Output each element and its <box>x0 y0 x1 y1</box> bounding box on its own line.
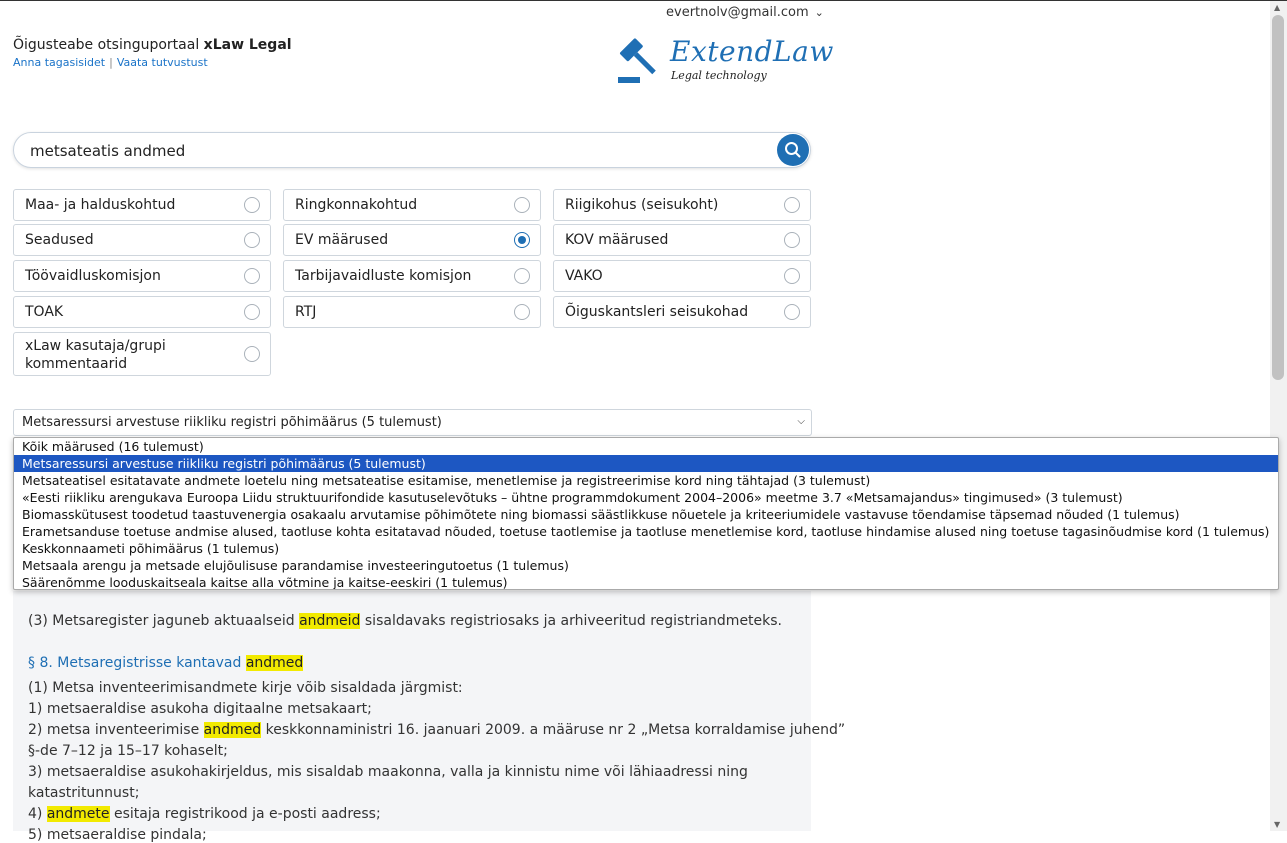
filter-toak[interactable] <box>13 296 271 328</box>
search-highlight: andmete <box>46 806 110 822</box>
filter-label: EV määrused <box>295 232 389 248</box>
paragraph: 4) andmete esitaja registrikood ja e-posti aadress; <box>28 806 381 822</box>
search-button[interactable] <box>777 134 809 166</box>
filter-xlaw-kommentaarid[interactable] <box>13 332 271 376</box>
gavel-icon <box>616 33 668 85</box>
filter-label: TOAK <box>25 304 64 320</box>
filter-label: Õiguskantsleri seisukohad <box>565 304 749 320</box>
filter-toovaidluskomisjon[interactable] <box>13 260 271 292</box>
filter-label: VAKO <box>565 268 603 284</box>
filter-label: Tarbijavaidluste komisjon <box>295 268 472 284</box>
paragraph: 1) metsaeraldise asukoha digitaalne metsakaart; <box>28 701 372 717</box>
filter-ringkonnakohtud[interactable] <box>283 189 541 221</box>
dropdown-option[interactable]: Keskkonnaameti põhimäärus (1 tulemus) <box>22 541 280 556</box>
user-email: evertnolv@gmail.com <box>666 5 809 20</box>
scroll-down-icon[interactable]: ▼ <box>1274 820 1281 829</box>
filter-radio[interactable] <box>244 304 260 320</box>
regulation-select-value: Metsaressursi arvestuse riikliku registri põhimäärus (5 tulemust) <box>22 415 442 430</box>
logo-tagline: Legal technology <box>671 69 767 82</box>
filter-label: Riigikohus (seisukoht) <box>565 197 719 213</box>
scroll-up-icon[interactable]: ▲ <box>1274 3 1281 12</box>
tour-link[interactable]: Vaata tutvustust <box>116 56 208 69</box>
filter-label: KOV määrused <box>565 232 669 248</box>
dropdown-option-selected[interactable]: Metsaressursi arvestuse riikliku registri põhimäärus (5 tulemust) <box>14 455 1278 472</box>
dropdown-option[interactable]: «Eesti riikliku arengukava Euroopa Liidu struktuurifondide kasutuselevõtuks – ühtne programmdokument 2004–2006» meetme 3.7 «Metsamajandus» tingimused» (3 tulemust) <box>22 490 1123 505</box>
paragraph: 2) metsa inventeerimise andmed keskkonnaministri 16. jaanuari 2009. a määruse nr 2 „Metsa korraldamise juhend” <box>28 722 846 738</box>
filter-label: Seadused <box>25 232 94 248</box>
filter-radio[interactable] <box>514 197 530 213</box>
portal-title-brand: xLaw Legal <box>203 37 292 53</box>
filter-radio[interactable] <box>514 268 530 284</box>
extendlaw-logo[interactable] <box>616 31 834 87</box>
dropdown-option[interactable]: Biomasskütusest toodetud taastuvenergia osakaalu arvutamise põhimõtete ning biomassi säästlikkuse nõuetele ja kriteeriumidele vastavuse tõendamise täpsemad nõuded (1 tulemus) <box>22 507 1180 522</box>
dropdown-option[interactable]: Erametsanduse toetuse andmise alused, taotluse kohta esitatavad nõuded, toetuse taotlemise ja taotluse menetlemise kord, taotluse hindamise alused ning toetuse tagasinõudmise kord (1 tulemus) <box>22 524 1270 539</box>
filter-radio[interactable] <box>784 232 800 248</box>
paragraph: (1) Metsa inventeerimisandmete kirje võib sisaldada järgmist: <box>28 680 463 696</box>
user-menu[interactable] <box>666 5 824 20</box>
paragraph: katastritunnust; <box>28 785 140 801</box>
dropdown-option[interactable]: Säärenõmme looduskaitseala kaitse alla võtmine ja kaitse-eeskiri (1 tulemus) <box>22 575 508 590</box>
filter-label: Ringkonnakohtud <box>295 197 418 213</box>
regulation-select[interactable] <box>13 409 812 436</box>
filter-ev-maarused[interactable] <box>283 224 541 256</box>
filter-radio[interactable] <box>244 197 260 213</box>
portal-title-prefix: Õigusteabe otsinguportaal <box>13 37 204 53</box>
filter-rtj[interactable] <box>283 296 541 328</box>
filter-label: xLaw kasutaja/grupi kommentaarid <box>25 338 166 372</box>
logo-name: ExtendLaw <box>670 35 834 68</box>
filter-radio[interactable] <box>244 268 260 284</box>
portal-title <box>13 37 292 53</box>
dropdown-option[interactable]: Metsateatisel esitatavate andmete loetelu ning metsateatise esitamise, menetlemise ja registreerimise kord ning tähtajad (3 tulemust) <box>22 473 871 488</box>
search-icon <box>777 134 809 166</box>
paragraph: §-de 7–12 ja 15–17 kohaselt; <box>28 743 228 759</box>
section-heading[interactable]: § 8. Metsaregistrisse kantavad andmed <box>28 655 304 671</box>
chevron-down-icon: ⌵ <box>797 416 805 427</box>
scrollbar-thumb[interactable] <box>1272 15 1284 380</box>
chevron-down-icon: ⌄ <box>814 6 824 19</box>
page-scrollbar[interactable] <box>1270 1 1287 831</box>
search-input[interactable] <box>28 138 772 164</box>
filter-oiguskantsler[interactable] <box>553 296 811 328</box>
search-bar <box>13 132 811 168</box>
filter-maa-halduskohtud[interactable] <box>13 189 271 221</box>
filter-label: Töövaidluskomisjon <box>25 268 161 284</box>
paragraph: 5) metsaeraldise pindala; <box>28 827 207 843</box>
header-links <box>13 56 208 69</box>
filter-vako[interactable] <box>553 260 811 292</box>
search-highlight: andmed <box>203 722 262 738</box>
paragraph: (3) Metsaregister jaguneb aktuaalseid andmeid sisaldavaks registriosaks ja arhiveeritud registriandmeteks. <box>28 613 783 629</box>
feedback-link[interactable]: Anna tagasisidet <box>13 56 106 69</box>
filter-radio[interactable] <box>784 304 800 320</box>
filter-label: Maa- ja halduskohtud <box>25 197 176 213</box>
filter-radio[interactable] <box>514 304 530 320</box>
dropdown-option[interactable]: Kõik määrused (16 tulemust) <box>22 439 204 454</box>
filter-radio[interactable] <box>784 268 800 284</box>
search-highlight: andmeid <box>299 613 361 629</box>
filter-label: RTJ <box>295 304 317 320</box>
regulation-dropdown <box>13 437 1279 590</box>
filter-kov-maarused[interactable] <box>553 224 811 256</box>
search-highlight: andmed <box>245 655 304 671</box>
filter-radio[interactable] <box>244 346 260 362</box>
filter-riigikohus[interactable] <box>553 189 811 221</box>
filter-radio[interactable] <box>784 197 800 213</box>
filter-radio-selected[interactable] <box>514 232 530 248</box>
filter-seadused[interactable] <box>13 224 271 256</box>
dropdown-option[interactable]: Metsaala arengu ja metsade elujõulisuse parandamise investeeringutoetus (1 tulemus) <box>22 558 569 573</box>
filter-radio[interactable] <box>244 232 260 248</box>
document-content <box>13 591 846 843</box>
link-separator: | <box>109 56 113 69</box>
paragraph: 3) metsaeraldise asukohakirjeldus, mis sisaldab maakonna, valla ja kinnistu nime või lähiaadressi ning <box>28 764 748 780</box>
filter-tarbijavaidluste-komisjon[interactable] <box>283 260 541 292</box>
